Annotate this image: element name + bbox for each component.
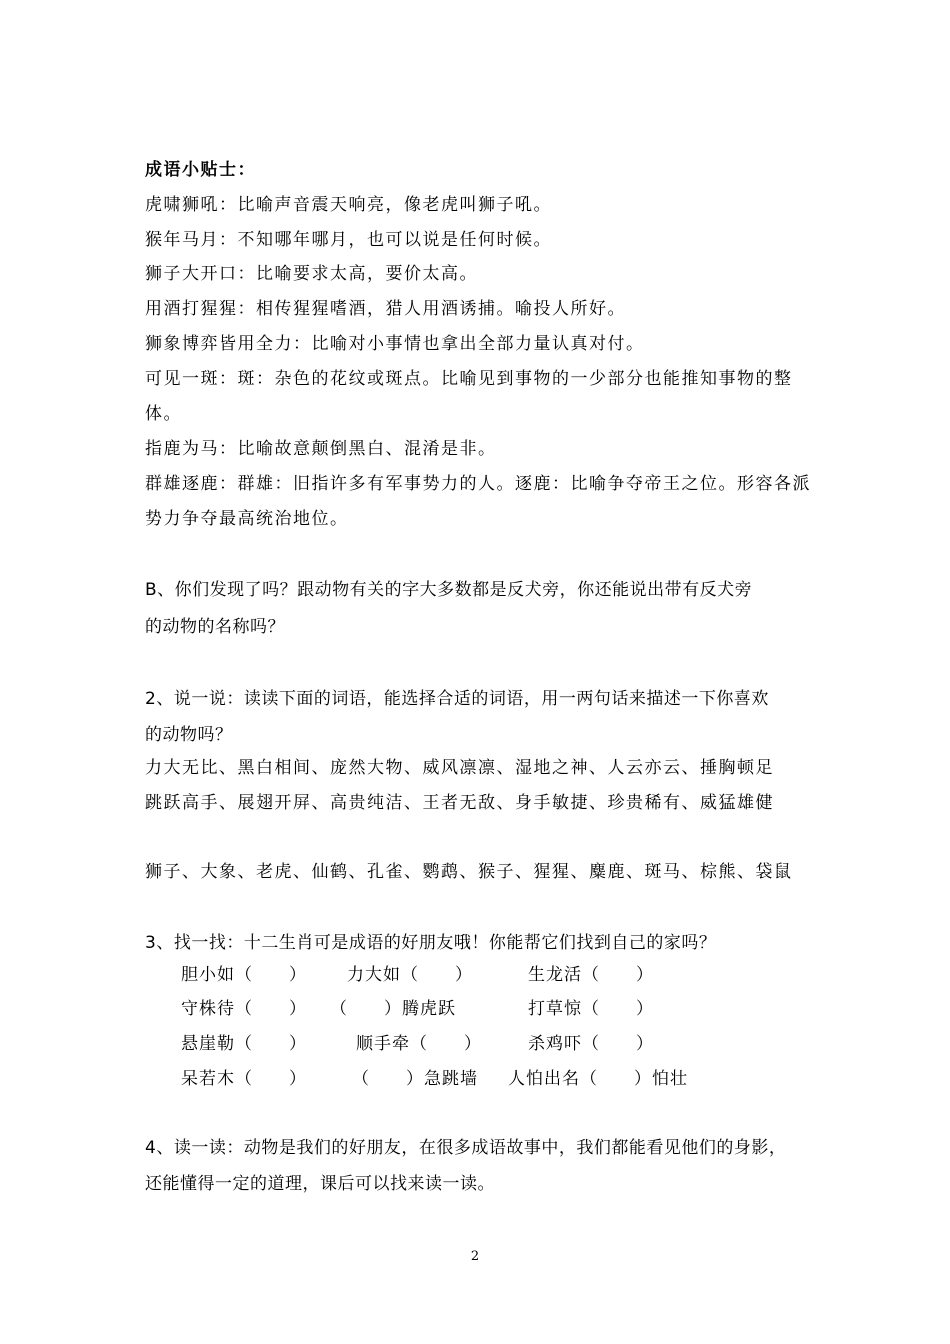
idiom-blank: （ ）急跳墙: [352, 1069, 478, 1089]
descriptive-words: 跳跃高手、展翅开屏、高贵纯洁、王者无敌、身手敏捷、珍贵稀有、威猛雄健: [145, 793, 774, 813]
idiom-blank: 顺手牵（ ）: [356, 1034, 482, 1054]
section-4-text: 还能懂得一定的道理，课后可以找来读一读。: [145, 1174, 495, 1194]
idiom-blank: 胆小如（ ）: [181, 965, 307, 985]
section-b-text: B、你们发现了吗？跟动物有关的字大多数都是反犬旁，你还能说出带有反犬旁: [145, 580, 753, 600]
tip-item: 体。: [145, 404, 182, 424]
idiom-blank: 杀鸡吓（ ）: [528, 1034, 654, 1054]
descriptive-words: 力大无比、黑白相间、庞然大物、威风凛凛、湿地之神、人云亦云、捶胸顿足: [145, 758, 774, 778]
section-4-text: 4、读一读：动物是我们的好朋友，在很多成语故事中，我们都能看见他们的身影，: [145, 1138, 787, 1158]
tip-item: 虎啸狮吼：比喻声音震天响亮，像老虎叫狮子吼。: [145, 195, 552, 215]
idiom-blank: 悬崖勒（ ）: [181, 1034, 307, 1054]
idiom-blank: 力大如（ ）: [347, 965, 473, 985]
idiom-blank: 打草惊（ ）: [528, 999, 654, 1019]
section-2-text: 的动物吗？: [145, 725, 233, 745]
tip-item: 群雄逐鹿：群雄：旧指许多有军事势力的人。逐鹿：比喻争夺帝王之位。形容各派: [145, 474, 811, 494]
section-2-text: 2、说一说：读读下面的词语，能选择合适的词语，用一两句话来描述一下你喜欢: [145, 689, 769, 709]
idiom-blank: 守株待（ ）: [181, 999, 307, 1019]
idiom-blank: 呆若木（ ）: [181, 1069, 307, 1089]
tip-item: 狮子大开口：比喻要求太高，要价太高。: [145, 264, 478, 284]
tip-item: 指鹿为马：比喻故意颠倒黑白、混淆是非。: [145, 439, 497, 459]
tips-heading: 成语小贴士：: [145, 160, 256, 180]
section-3-title: 3、找一找：十二生肖可是成语的好朋友哦！你能帮它们找到自己的家吗？: [145, 933, 717, 953]
tip-item: 猴年马月：不知哪年哪月，也可以说是任何时候。: [145, 230, 552, 250]
tip-item: 可见一斑：斑：杂色的花纹或斑点。比喻见到事物的一少部分也能推知事物的整: [145, 369, 793, 389]
idiom-blank: 生龙活（ ）: [528, 965, 654, 985]
page-number: 2: [470, 1249, 480, 1264]
idiom-blank: 人怕出名（ ）怕壮: [508, 1069, 688, 1089]
idiom-blank: （ ）腾虎跃: [330, 999, 456, 1019]
animal-names: 狮子、大象、老虎、仙鹤、孔雀、鹦鹉、猴子、猩猩、麋鹿、斑马、棕熊、袋鼠: [145, 862, 793, 882]
section-b-text: 的动物的名称吗？: [145, 617, 285, 637]
tip-item: 用酒打猩猩：相传猩猩嗜酒，猎人用酒诱捕。喻投人所好。: [145, 299, 626, 319]
tip-item: 狮象博弈皆用全力：比喻对小事情也拿出全部力量认真对付。: [145, 334, 645, 354]
tip-item: 势力争夺最高统治地位。: [145, 509, 349, 529]
